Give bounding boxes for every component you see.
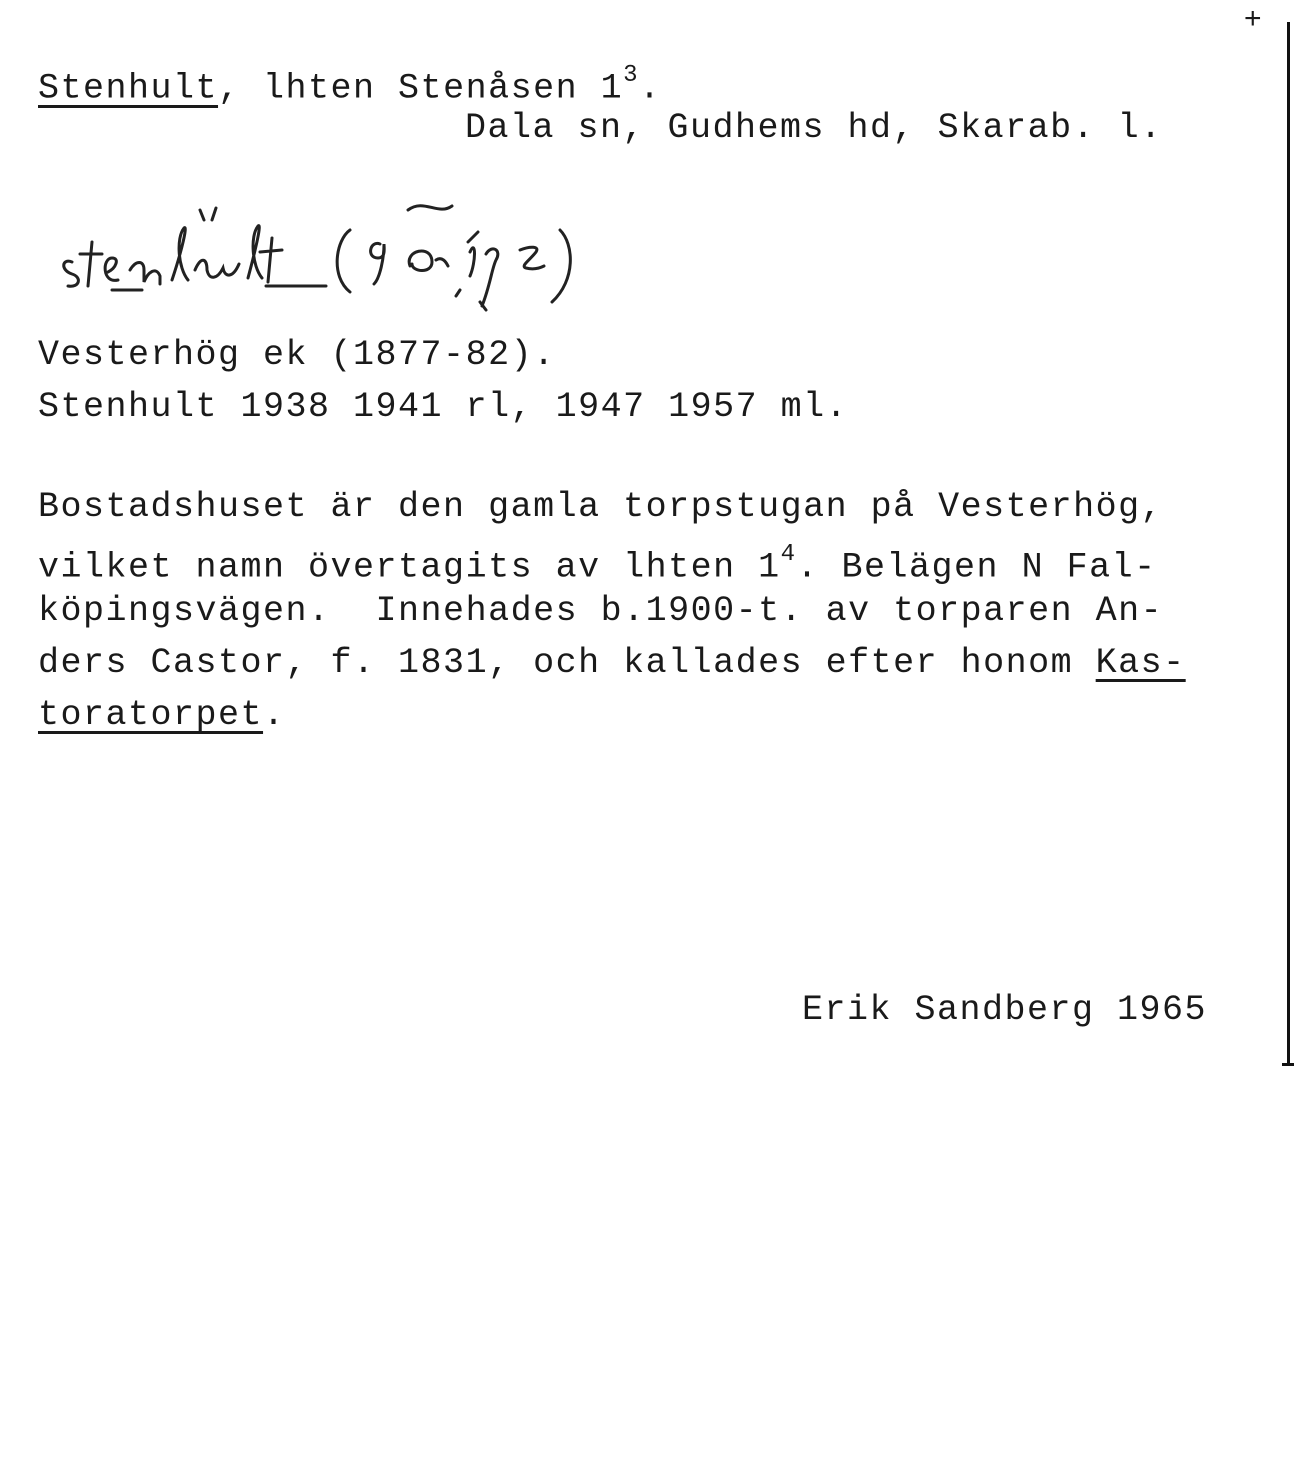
description-line-5b: . — [263, 695, 286, 735]
heading-rest: , lhten Stenåsen 1 — [218, 68, 624, 109]
description-line-4 — [38, 643, 1186, 683]
location-line: Dala sn, Gudhems hd, Skarab. l. — [465, 108, 1163, 148]
nickname-part-2: toratorpet — [38, 695, 264, 735]
card-right-edge — [1287, 22, 1290, 1065]
description-line-2b: . Belägen N Fal- — [796, 547, 1157, 588]
handwritten-pronunciation — [50, 190, 770, 320]
description-sup: 4 — [780, 541, 797, 568]
description-line-5 — [38, 695, 286, 735]
description-line-3: köpingsvägen. Innehades b.1900-t. av torparen An- — [38, 591, 1164, 631]
heading-sup: 3 — [623, 62, 639, 89]
heading — [38, 60, 662, 109]
description-line-4a: ders Castor, f. 1831, och kallades efter honom — [38, 643, 1096, 683]
history-line-2: Stenhult 1938 1941 rl, 1947 1957 ml. — [38, 387, 849, 427]
plus-mark: + — [1244, 2, 1262, 35]
description-line-2 — [38, 539, 1157, 588]
nickname-part-1: Kas- — [1095, 643, 1186, 683]
card-bottom-tick — [1282, 1063, 1294, 1066]
history-line-1: Vesterhög ek (1877-82). — [38, 335, 556, 375]
signature: Erik Sandberg 1965 — [802, 990, 1208, 1030]
description-line-2a: vilket namn övertagits av lhten 1 — [38, 547, 781, 588]
description-line-1: Bostadshuset är den gamla torpstugan på Vesterhög, — [38, 487, 1164, 527]
heading-tail: . — [639, 68, 662, 109]
place-name: Stenhult — [38, 68, 219, 109]
